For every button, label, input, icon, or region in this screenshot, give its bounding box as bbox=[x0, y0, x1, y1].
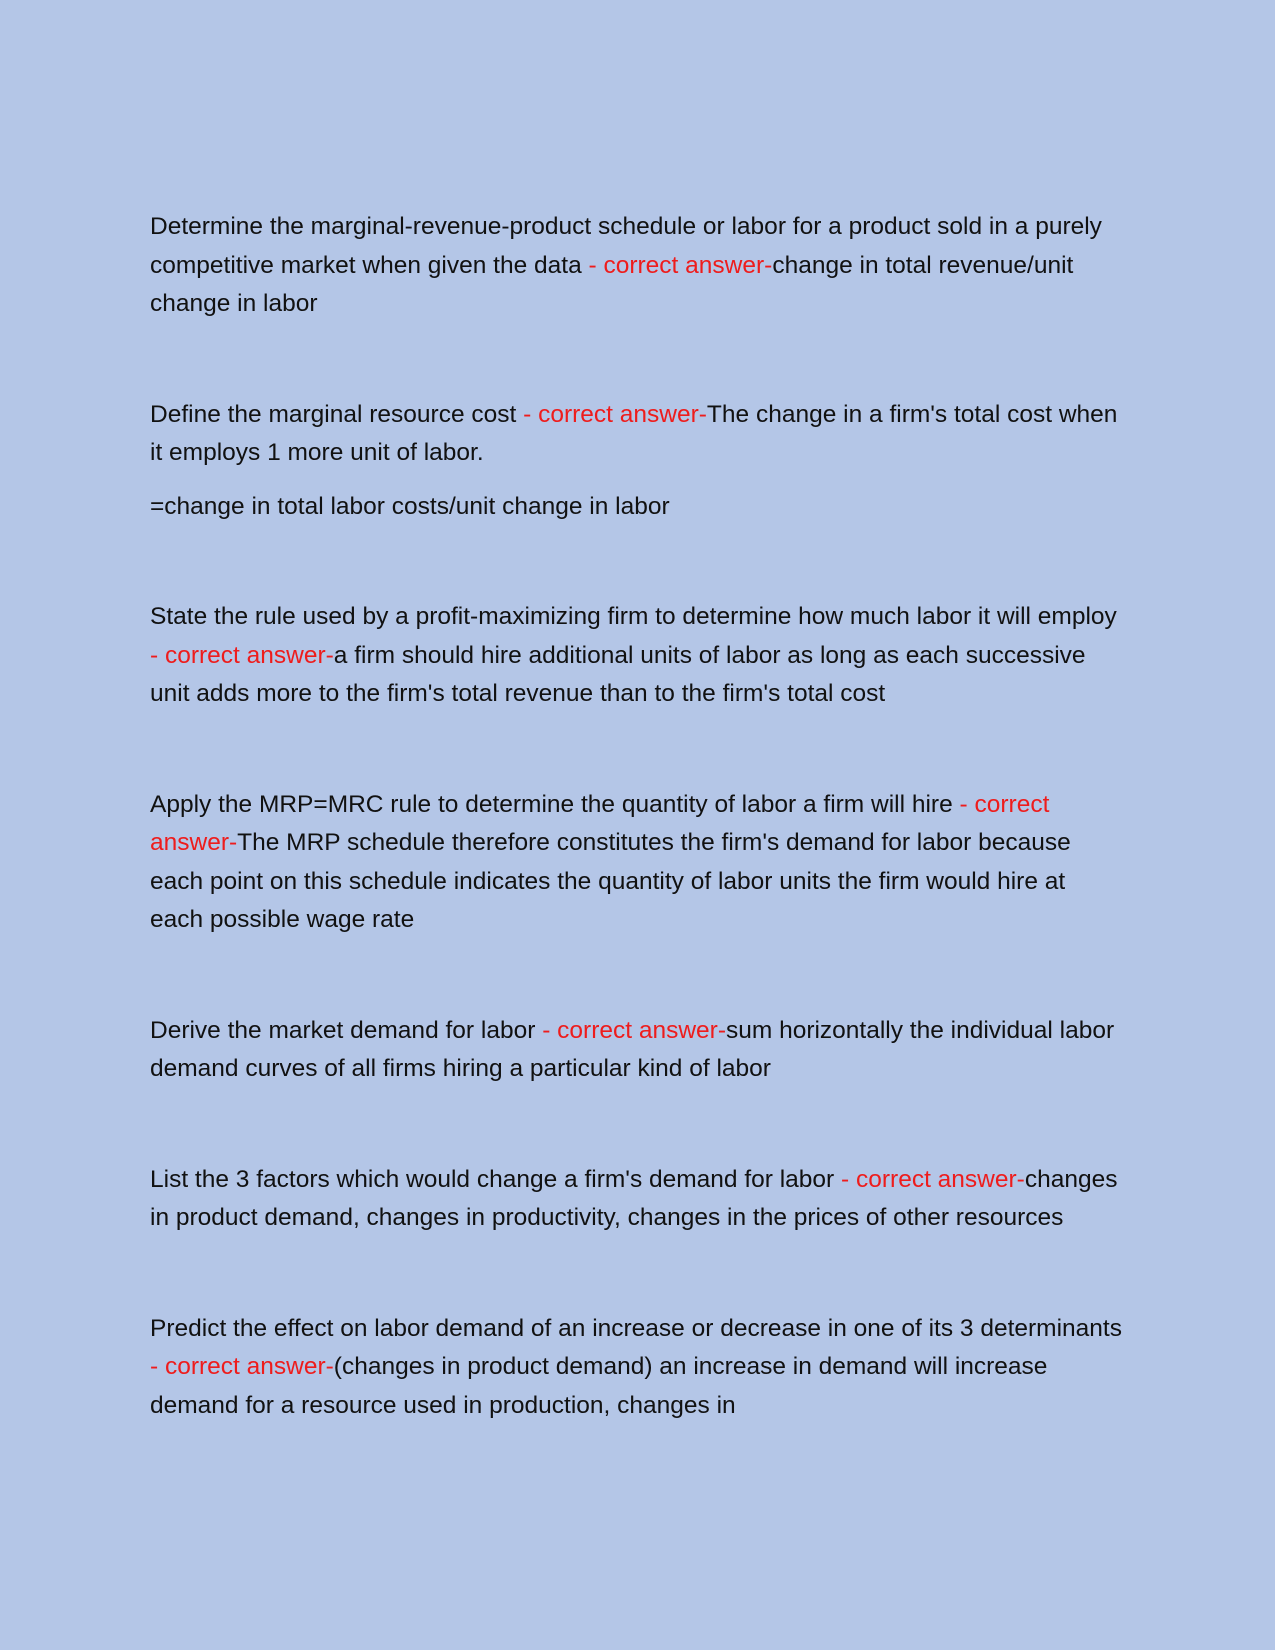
answer-text: The change in a firm's total cost when it employs 1 more unit of labor. bbox=[150, 400, 1118, 466]
correct-answer-marker: - correct answer- bbox=[523, 400, 707, 428]
qa-item-1 bbox=[150, 208, 1125, 324]
qa-item-2-formula: =change in total labor costs/unit change in labor bbox=[150, 492, 670, 520]
answer-text: The MRP schedule therefore constitutes the firm's demand for labor because each point on this schedule indicates the quantity of labor units the firm would hire at each possible wage rate bbox=[150, 829, 1071, 933]
answer-text: changes in product demand, changes in productivity, changes in the prices of other resources bbox=[150, 1165, 1118, 1231]
question-text: Predict the effect on labor demand of an increase or decrease in one of its 3 determinants bbox=[150, 1314, 1122, 1342]
qa-item-6 bbox=[150, 1161, 1125, 1238]
question-text: Define the marginal resource cost bbox=[150, 400, 524, 428]
correct-answer-marker: - correct answer- bbox=[150, 1353, 334, 1380]
qa-item-4 bbox=[150, 786, 1125, 940]
answer-text: (changes in product demand) an increase in demand will increase demand for a resource used in production, changes in bbox=[150, 1353, 1048, 1419]
correct-answer-marker: - correct answer- bbox=[588, 251, 773, 279]
correct-answer-marker: - correct answer- bbox=[542, 1016, 726, 1044]
correct-answer-marker: - correct answer- bbox=[150, 790, 1050, 856]
answer-text: a firm should hire additional units of labor as long as each successive unit adds more to the firm's total revenue than to the firm's total cost bbox=[150, 641, 1086, 707]
answer-text: change in total revenue/unit change in labor bbox=[150, 251, 1074, 317]
question-text: Derive the market demand for labor bbox=[150, 1016, 543, 1044]
question-text: List the 3 factors which would change a firm's demand for labor bbox=[150, 1165, 842, 1193]
qa-item-5 bbox=[150, 1012, 1125, 1089]
question-text: Determine the marginal-revenue-product schedule or labor for a product sold in a purely competitive market when given the data bbox=[150, 213, 1102, 279]
question-text: Apply the MRP=MRC rule to determine the quantity of labor a firm will hire bbox=[150, 790, 960, 818]
answer-text: sum horizontally the individual labor demand curves of all firms hiring a particular kind of labor bbox=[150, 1016, 1115, 1082]
qa-item-3 bbox=[150, 598, 1125, 714]
correct-answer-marker: - correct answer- bbox=[841, 1165, 1025, 1193]
qa-item-7 bbox=[150, 1310, 1125, 1426]
correct-answer-marker: - correct answer- bbox=[150, 641, 334, 669]
qa-item-2 bbox=[150, 396, 1125, 473]
question-text: State the rule used by a profit-maximizing firm to determine how much labor it will employ bbox=[150, 603, 1117, 630]
